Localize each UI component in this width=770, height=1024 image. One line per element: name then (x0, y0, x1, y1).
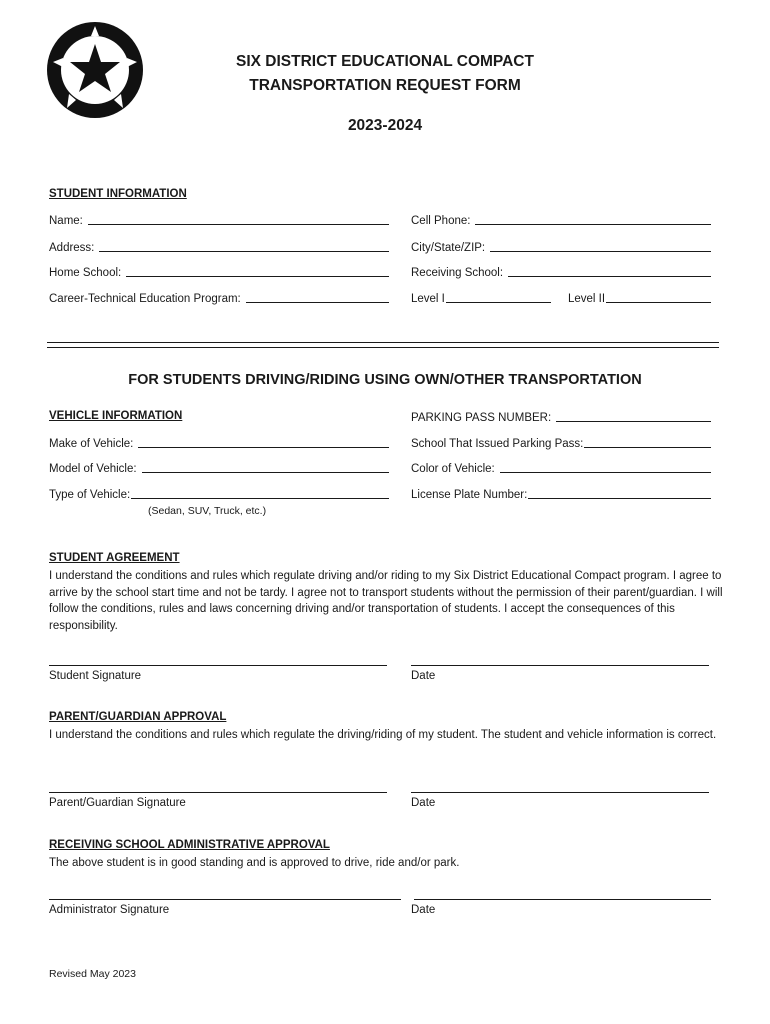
level1-label: Level I (411, 293, 445, 305)
address-label: Address: (49, 242, 95, 254)
color-field[interactable] (411, 461, 711, 475)
license-field[interactable] (411, 487, 711, 501)
student-info-heading: STUDENT INFORMATION (49, 188, 187, 200)
own-transport-heading: FOR STUDENTS DRIVING/RIDING USING OWN/OTHER TRANSPORTATION (128, 372, 642, 388)
form-title-line2: TRANSPORTATION REQUEST FORM (249, 77, 521, 94)
type-field[interactable] (49, 487, 389, 501)
city-state-zip-field[interactable] (411, 240, 711, 254)
type-hint: (Sedan, SUV, Truck, etc.) (148, 505, 267, 517)
level2-field[interactable] (568, 291, 711, 305)
school-issued-label: School That Issued Parking Pass: (411, 438, 584, 450)
student-agreement-text: I understand the conditions and rules which regulate driving and/or riding to my Six District Educational Compact program. I agree to arrive by the school start time and not be tardy. I agree not to transport students without the permission of their parent/guardian. I will follow the conditions, rules and laws concerning driving and/or transportation of students. I accept the consequences of this responsibility. (49, 570, 723, 632)
home-school-label: Home School: (49, 267, 122, 279)
level2-label: Level II (568, 293, 606, 305)
make-label: Make of Vehicle: (49, 438, 134, 450)
admin-signature-line[interactable] (49, 898, 401, 900)
vehicle-info-heading: VEHICLE INFORMATION (49, 410, 183, 422)
home-school-field[interactable] (49, 265, 389, 279)
ctep-field[interactable] (49, 291, 389, 305)
name-field[interactable] (49, 213, 389, 227)
admin-approval-heading: RECEIVING SCHOOL ADMINISTRATIVE APPROVAL (49, 839, 330, 851)
city-state-zip-label: City/State/ZIP: (411, 242, 486, 254)
parent-date-label: Date (411, 797, 436, 809)
receiving-school-field[interactable] (411, 265, 711, 279)
parent-signature-label: Parent/Guardian Signature (49, 797, 186, 809)
student-date-line[interactable] (411, 664, 709, 666)
license-label: License Plate Number: (411, 489, 528, 501)
parent-date-line[interactable] (411, 791, 709, 793)
student-date-label: Date (411, 670, 436, 682)
section-divider (47, 342, 719, 348)
form-year: 2023-2024 (347, 117, 423, 134)
parent-signature-line[interactable] (49, 791, 387, 793)
student-agreement-heading: STUDENT AGREEMENT (49, 552, 180, 564)
parking-pass-label: PARKING PASS NUMBER: (411, 412, 552, 424)
ctep-label: Career-Technical Education Program: (49, 293, 241, 305)
admin-date-label: Date (411, 904, 436, 916)
cell-phone-label: Cell Phone: (411, 215, 471, 227)
student-signature-line[interactable] (49, 664, 387, 666)
parent-approval-text: I understand the conditions and rules which regulate the driving/riding of my student. The student and vehicle information is correct. (49, 729, 717, 741)
address-field[interactable] (49, 240, 389, 254)
parent-approval-heading: PARENT/GUARDIAN APPROVAL (49, 711, 227, 723)
model-field[interactable] (49, 461, 389, 475)
compact-star-wheel-logo-icon (45, 20, 145, 120)
name-label: Name: (49, 215, 83, 227)
school-issued-field[interactable] (411, 436, 711, 450)
model-label: Model of Vehicle: (49, 463, 137, 475)
make-field[interactable] (49, 436, 389, 450)
admin-signature-label: Administrator Signature (49, 904, 170, 916)
student-signature-label: Student Signature (49, 670, 142, 682)
level1-field[interactable] (411, 291, 551, 305)
revised-date: Revised May 2023 (49, 968, 136, 980)
type-label: Type of Vehicle: (49, 489, 131, 501)
receiving-school-label: Receiving School: (411, 267, 504, 279)
admin-approval-text: The above student is in good standing and is approved to drive, ride and/or park. (49, 857, 460, 869)
form-title-line1: SIX DISTRICT EDUCATIONAL COMPACT (236, 53, 534, 70)
parking-pass-field[interactable] (411, 410, 711, 424)
cell-phone-field[interactable] (411, 213, 711, 227)
color-label: Color of Vehicle: (411, 463, 495, 475)
admin-date-line[interactable] (414, 898, 711, 900)
